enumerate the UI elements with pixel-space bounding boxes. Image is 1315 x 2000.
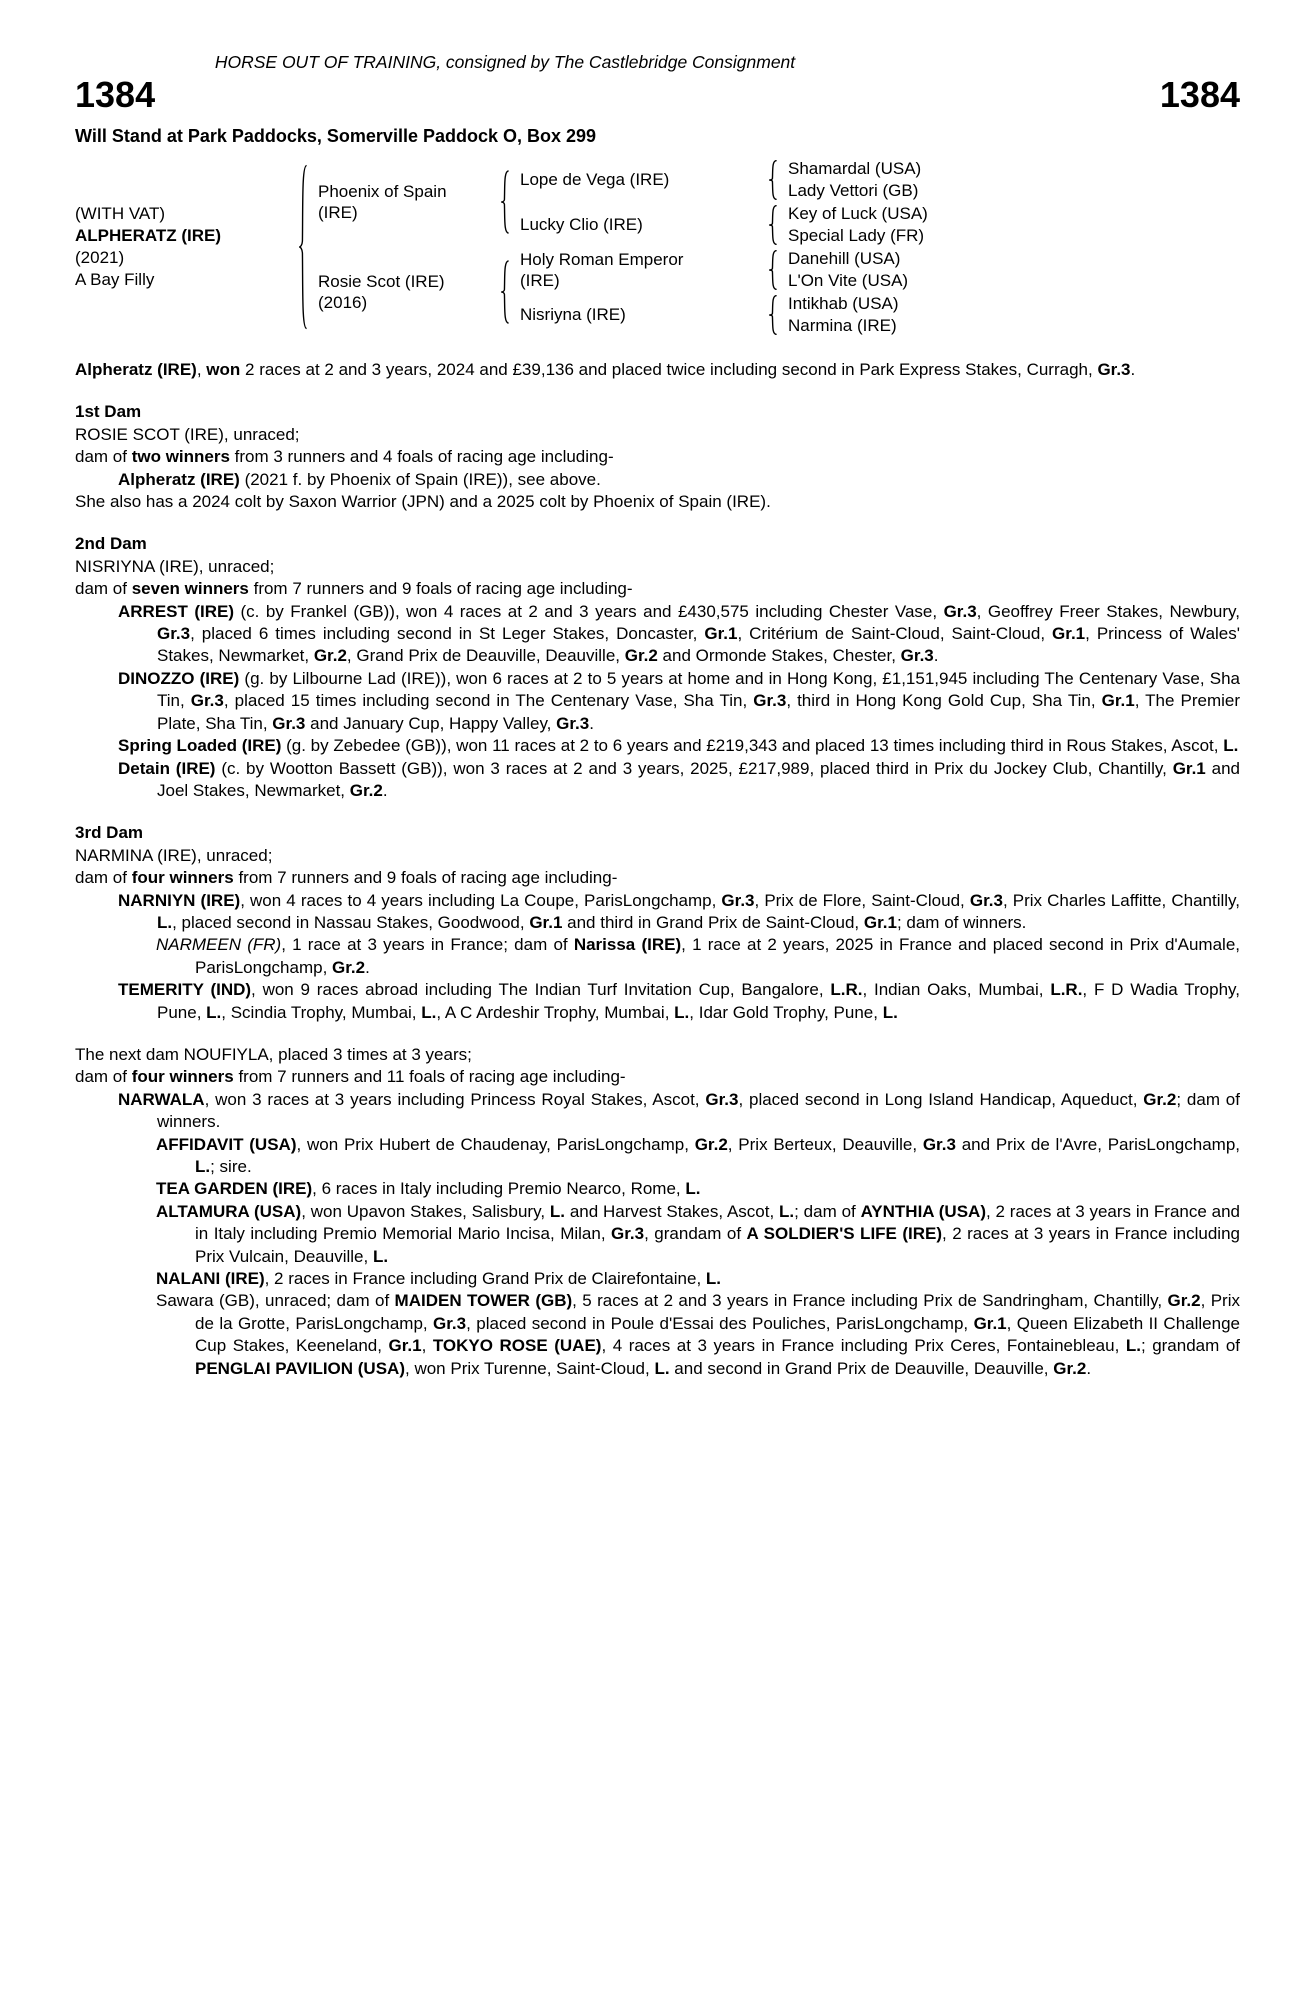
- sire-dam-sire-name: Key of Luck (USA): [788, 203, 928, 223]
- lot-number-row: [75, 76, 1240, 114]
- entry-alpheratz: Alpheratz (IRE) (2021 f. by Phoenix of Spain (IRE)), see above.: [118, 469, 601, 489]
- pedigree-table: [75, 157, 1240, 337]
- entry-tea-garden: TEA GARDEN (IRE), 6 races in Italy including Premio Nearco, Rome, L.: [156, 1179, 701, 1199]
- dam-dam-parents: [788, 293, 1240, 337]
- sire-dam-branch: [520, 202, 1240, 247]
- stand-location: Will Stand at Park Paddocks, Somerville Paddock O, Box 299: [75, 126, 597, 146]
- entry-affidavit: AFFIDAVIT (USA), won Prix Hubert de Chaudenay, ParisLongchamp, Gr.2, Prix Berteux, Deauville, Gr.3 and Prix de l'Avre, ParisLongchamp, L.; sire.: [156, 1134, 1240, 1176]
- heading-1st-dam: 1st Dam: [75, 402, 142, 422]
- sire-sire-parents: [788, 158, 1240, 202]
- dam-dam-dam-name: Narmina (IRE): [788, 315, 897, 335]
- pedigree-brace-icon: [497, 260, 510, 324]
- dam-sire-name: Holy Roman Emperor (IRE): [520, 249, 684, 290]
- sire-dam-name: Lucky Clio (IRE): [520, 215, 643, 234]
- dam-dam-sire-name: Intikhab (USA): [788, 293, 899, 313]
- pedigree-brace-icon: [295, 163, 308, 331]
- pedigree-generations: [318, 157, 1240, 337]
- entry-temerity: TEMERITY (IND), won 9 races abroad including The Indian Turf Invitation Cup, Bangalore, L.R., Indian Oaks, Mumbai, L.R., F D Wadia Trophy, Pune, L., Scindia Trophy, Mumbai, L., A C Ardeshir Trophy, Mumbai, L., Idar Gold Trophy, Pune, L.: [118, 980, 1240, 1022]
- entry-spring-loaded: Spring Loaded (IRE) (g. by Zebedee (GB)), won 11 races at 2 to 6 years and £219,343 and placed 13 times including third in Rous Stakes, Ascot, L.: [118, 736, 1239, 756]
- dam-dam-branch: [520, 292, 1240, 337]
- sire-dam-dam-name: Special Lady (FR): [788, 225, 925, 245]
- pedigree-brace-icon: [497, 170, 510, 234]
- dam-grandparents: [520, 247, 1240, 337]
- next-dam-name-line: The next dam NOUFIYLA, placed 3 times at 3 years;: [75, 1044, 472, 1064]
- sire-sire-sire-name: Shamardal (USA): [788, 158, 922, 178]
- dam-sire-branch: [520, 247, 1240, 292]
- sire-branch: [318, 157, 1240, 247]
- subject-vat: (WITH VAT): [75, 204, 166, 223]
- entry-narmeen: NARMEEN (FR), 1 race at 3 years in France; dam of Narissa (IRE), 1 race at 2 years, 2025 in France and placed second in Prix d'Aumale, ParisLongchamp, Gr.2.: [156, 935, 1241, 977]
- subject-name: ALPHERATZ (IRE): [75, 226, 222, 245]
- sire-dam-parents: [788, 203, 1240, 247]
- pedigree-brace-icon: [765, 160, 778, 200]
- second-dam-produce-line: dam of seven winners from 7 runners and 9 foals of racing age including-: [75, 579, 633, 599]
- consignor-line: HORSE OUT OF TRAINING, consigned by The Castlebridge Consignment: [214, 52, 796, 72]
- dam-branch: [318, 247, 1240, 337]
- dam-name: Rosie Scot (IRE) (2016): [318, 272, 445, 312]
- first-dam-note-line: She also has a 2024 colt by Saxon Warrior (JPN) and a 2025 colt by Phoenix of Spain (IRE).: [75, 492, 771, 512]
- entry-narwala: NARWALA, won 3 races at 3 years including Princess Royal Stakes, Ascot, Gr.3, placed second in Long Island Handicap, Aqueduct, Gr.2; dam of winners.: [118, 1089, 1240, 1132]
- sire-sire-name: Lope de Vega (IRE): [520, 170, 670, 189]
- entry-sawara: Sawara (GB), unraced; dam of MAIDEN TOWER (GB), 5 races at 2 and 3 years in France including Prix de Sandringham, Chantilly, Gr.2, Prix de la Grotte, ParisLongchamp, Gr.3, placed second in Poule d'Essai des Pouliches, ParisLongchamp, Gr.1, Queen Elizabeth II Challenge Cup Stakes, Keeneland, Gr.1, TOKYO ROSE (UAE), 4 races at 3 years in France including Prix Ceres, Fontainebleau, L.; grandam of PENGLAI PAVILION (USA), won Prix Turenne, Saint-Cloud, L. and second in Grand Prix de Deauville, Deauville, Gr.2.: [156, 1291, 1240, 1378]
- subject-description: A Bay Filly: [75, 270, 155, 289]
- sire-sire-branch: [520, 157, 1240, 202]
- sire-grandparents: [520, 157, 1240, 247]
- heading-2nd-dam: 2nd Dam: [75, 534, 147, 554]
- entry-dinozzo: DINOZZO (IRE) (g. by Lilbourne Lad (IRE)), won 6 races at 2 to 5 years at home and in Hong Kong, £1,151,945 including The Centenary Vase, Sha Tin, Gr.3, placed 15 times including second in The Centenary Vase, Sha Tin, Gr.3, third in Hong Kong Gold Cup, Sha Tin, Gr.1, The Premier Plate, Sha Tin, Gr.3 and January Cup, Happy Valley, Gr.3.: [118, 668, 1241, 733]
- sire-sire-dam-name: Lady Vettori (GB): [788, 180, 919, 200]
- pedigree-brace-icon: [765, 295, 778, 335]
- third-dam-name-line: NARMINA (IRE), unraced;: [75, 845, 273, 865]
- entry-narniyn: NARNIYN (IRE), won 4 races to 4 years including La Coupe, ParisLongchamp, Gr.3, Prix de Flore, Saint-Cloud, Gr.3, Prix Charles Laffitte, Chantilly, L., placed second in Nassau Stakes, Goodwood, Gr.1 and third in Grand Prix de Saint-Cloud, Gr.1; dam of winners.: [118, 890, 1240, 932]
- lot-number-left: 1384: [75, 74, 156, 115]
- dam-sire-sire-name: Danehill (USA): [788, 248, 901, 268]
- entry-detain: Detain (IRE) (c. by Wootton Bassett (GB)), won 3 races at 2 and 3 years, 2025, £217,989, placed third in Prix du Jockey Club, Chantilly, Gr.1 and Joel Stakes, Newmarket, Gr.2.: [118, 758, 1240, 800]
- dam-sire-dam-name: L'On Vite (USA): [788, 270, 909, 290]
- pedigree-brace-icon: [765, 205, 778, 245]
- sire-name: Phoenix of Spain (IRE): [318, 182, 447, 222]
- dam-dam-name: Nisriyna (IRE): [520, 305, 626, 324]
- subject-year: (2021): [75, 248, 125, 267]
- first-dam-produce-line: dam of two winners from 3 runners and 4 foals of racing age including-: [75, 447, 614, 467]
- entry-nalani: NALANI (IRE), 2 races in France including Grand Prix de Clairefontaine, L.: [156, 1269, 721, 1289]
- entry-altamura: ALTAMURA (USA), won Upavon Stakes, Salisbury, L. and Harvest Stakes, Ascot, L.; dam of AYNTHIA (USA), 2 races at 3 years in France and in Italy including Premio Memorial Mario Incisa, Milan, Gr.3, grandam of A SOLDIER'S LIFE (IRE), 2 races at 3 years in France including Prix Vulcain, Deauville, L.: [156, 1201, 1240, 1266]
- third-dam-produce-line: dam of four winners from 7 runners and 9 foals of racing age including-: [75, 868, 618, 888]
- race-record-paragraph: Alpheratz (IRE), won 2 races at 2 and 3 years, 2024 and £39,136 and placed twice including second in Park Express Stakes, Curragh, Gr.3.: [75, 360, 1136, 379]
- second-dam-name-line: NISRIYNA (IRE), unraced;: [75, 556, 275, 576]
- first-dam-name-line: ROSIE SCOT (IRE), unraced;: [75, 424, 300, 444]
- dam-sire-parents: [788, 248, 1240, 292]
- pedigree-brace-icon: [765, 250, 778, 290]
- entry-arrest: ARREST (IRE) (c. by Frankel (GB)), won 4 races at 2 and 3 years and £430,575 including Chester Vase, Gr.3, Geoffrey Freer Stakes, Newbury, Gr.3, placed 6 times including second in St Leger Stakes, Doncaster, Gr.1, Critérium de Saint-Cloud, Saint-Cloud, Gr.1, Princess of Wales' Stakes, Newmarket, Gr.2, Grand Prix de Deauville, Deauville, Gr.2 and Ormonde Stakes, Chester, Gr.3.: [118, 601, 1241, 666]
- pedigree-text: [75, 359, 1240, 1380]
- lot-number-right: 1384: [1159, 74, 1240, 115]
- heading-3rd-dam: 3rd Dam: [75, 823, 144, 843]
- next-dam-produce-line: dam of four winners from 7 runners and 11 foals of racing age including-: [75, 1067, 626, 1087]
- subject-info: [75, 203, 295, 291]
